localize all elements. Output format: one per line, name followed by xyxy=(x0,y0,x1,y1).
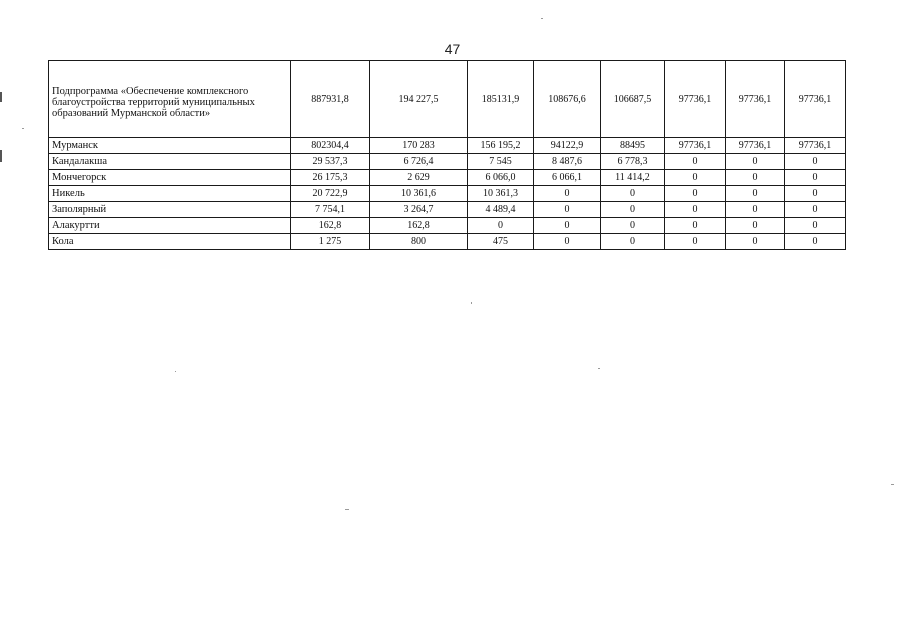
value-cell: 0 xyxy=(785,218,846,234)
value-cell: 10 361,3 xyxy=(468,186,534,202)
value-cell: 8 487,6 xyxy=(534,154,601,170)
scan-speck xyxy=(471,302,472,304)
value-cell: 6 778,3 xyxy=(601,154,665,170)
value-cell: 802304,4 xyxy=(291,138,370,154)
value-cell: 0 xyxy=(665,154,726,170)
value-cell: 0 xyxy=(601,186,665,202)
budget-table-body xyxy=(49,61,846,250)
scan-edge-mark xyxy=(0,150,2,162)
value-cell: 0 xyxy=(468,218,534,234)
value-cell: 97736,1 xyxy=(726,61,785,138)
value-cell: 0 xyxy=(726,218,785,234)
value-cell: 10 361,6 xyxy=(370,186,468,202)
value-cell: 29 537,3 xyxy=(291,154,370,170)
table-row xyxy=(49,170,846,186)
municipality-name-cell: Никель xyxy=(49,186,291,202)
value-cell: 106687,5 xyxy=(601,61,665,138)
municipality-name-cell: Заполярный xyxy=(49,202,291,218)
value-cell: 88495 xyxy=(601,138,665,154)
page-number: 47 xyxy=(444,41,461,57)
value-cell: 0 xyxy=(601,218,665,234)
table-row xyxy=(49,218,846,234)
value-cell: 0 xyxy=(726,202,785,218)
table-row-subprogram xyxy=(49,61,846,138)
value-cell: 97736,1 xyxy=(665,61,726,138)
value-cell: 94122,9 xyxy=(534,138,601,154)
scan-edge-mark xyxy=(0,92,2,102)
value-cell: 1 275 xyxy=(291,234,370,250)
value-cell: 7 545 xyxy=(468,154,534,170)
budget-table xyxy=(48,60,846,250)
value-cell: 11 414,2 xyxy=(601,170,665,186)
table-row xyxy=(49,186,846,202)
value-cell: 0 xyxy=(785,170,846,186)
table-row xyxy=(49,234,846,250)
value-cell: 162,8 xyxy=(370,218,468,234)
value-cell: 2 629 xyxy=(370,170,468,186)
value-cell: 156 195,2 xyxy=(468,138,534,154)
value-cell: 185131,9 xyxy=(468,61,534,138)
value-cell: 162,8 xyxy=(291,218,370,234)
scan-speck xyxy=(175,371,176,372)
value-cell: 7 754,1 xyxy=(291,202,370,218)
value-cell: 20 722,9 xyxy=(291,186,370,202)
municipality-name-cell: Мончегорск xyxy=(49,170,291,186)
value-cell: 0 xyxy=(601,234,665,250)
value-cell: 0 xyxy=(665,218,726,234)
table-row xyxy=(49,202,846,218)
scan-speck xyxy=(345,509,349,510)
value-cell: 97736,1 xyxy=(785,138,846,154)
value-cell: 97736,1 xyxy=(726,138,785,154)
value-cell: 0 xyxy=(726,154,785,170)
municipality-name-cell: Алакуртти xyxy=(49,218,291,234)
table-row xyxy=(49,154,846,170)
value-cell: 3 264,7 xyxy=(370,202,468,218)
value-cell: 170 283 xyxy=(370,138,468,154)
scan-speck xyxy=(598,368,600,369)
value-cell: 6 726,4 xyxy=(370,154,468,170)
value-cell: 0 xyxy=(665,234,726,250)
table-row xyxy=(49,138,846,154)
value-cell: 97736,1 xyxy=(665,138,726,154)
value-cell: 0 xyxy=(534,202,601,218)
value-cell: 887931,8 xyxy=(291,61,370,138)
value-cell: 475 xyxy=(468,234,534,250)
value-cell: 0 xyxy=(534,186,601,202)
value-cell: 0 xyxy=(785,234,846,250)
value-cell: 108676,6 xyxy=(534,61,601,138)
value-cell: 0 xyxy=(601,202,665,218)
value-cell: 0 xyxy=(665,170,726,186)
value-cell: 97736,1 xyxy=(785,61,846,138)
scan-speck xyxy=(541,18,543,19)
value-cell: 0 xyxy=(726,186,785,202)
municipality-name-cell: Кола xyxy=(49,234,291,250)
value-cell: 6 066,0 xyxy=(468,170,534,186)
value-cell: 0 xyxy=(726,170,785,186)
value-cell: 26 175,3 xyxy=(291,170,370,186)
value-cell: 4 489,4 xyxy=(468,202,534,218)
value-cell: 0 xyxy=(785,202,846,218)
value-cell: 194 227,5 xyxy=(370,61,468,138)
value-cell: 0 xyxy=(534,234,601,250)
value-cell: 0 xyxy=(785,154,846,170)
value-cell: 0 xyxy=(665,186,726,202)
value-cell: 0 xyxy=(785,186,846,202)
value-cell: 800 xyxy=(370,234,468,250)
value-cell: 0 xyxy=(726,234,785,250)
municipality-name-cell: Кандалакша xyxy=(49,154,291,170)
subprogram-name-cell: Подпрограмма «Обеспечение комплексного благоустройства территорий муниципальных образований Мурманской области» xyxy=(49,61,291,138)
municipality-name-cell: Мурманск xyxy=(49,138,291,154)
scan-speck xyxy=(22,128,24,129)
value-cell: 0 xyxy=(665,202,726,218)
value-cell: 6 066,1 xyxy=(534,170,601,186)
value-cell: 0 xyxy=(534,218,601,234)
scan-speck xyxy=(891,484,894,485)
